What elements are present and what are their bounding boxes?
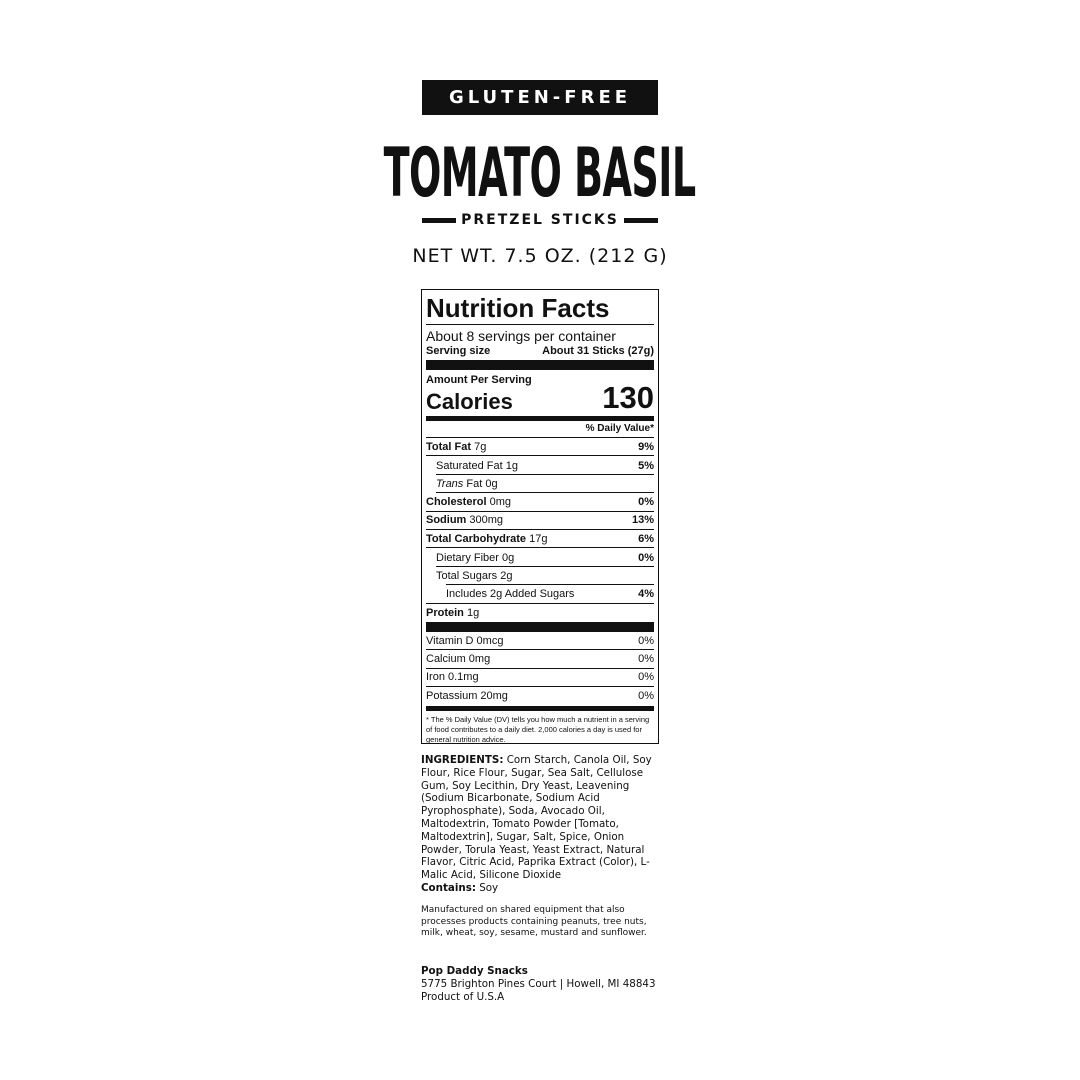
nutrient-label: [426, 460, 518, 472]
nutrient-row-total-sugars: [426, 567, 654, 585]
allergen-contains: [421, 882, 661, 894]
company-name: Pop Daddy Snacks: [421, 965, 528, 977]
amount-per-serving: Amount Per Serving: [426, 374, 532, 386]
nutrient-amount: 1g: [466, 606, 480, 619]
vitamin-pct: 0%: [638, 652, 654, 665]
nutrient-name: Protein: [426, 606, 464, 619]
calories-value: 130: [602, 380, 654, 415]
nutrient-amount: 17g: [529, 532, 548, 545]
ingredients: [421, 754, 661, 882]
vitamin-row: [426, 669, 654, 687]
vitamin-row: [426, 650, 654, 668]
contains-text: Soy: [475, 882, 499, 894]
nutrient-label: [426, 533, 547, 545]
nutrient-row-total-fat: [426, 438, 654, 456]
nutrient-name: Sodium: [426, 514, 467, 527]
nutrient-pct: 0%: [638, 495, 654, 508]
nutrient-pct: 13%: [631, 514, 654, 527]
subtitle-left-bar: [422, 218, 456, 223]
nutrient-pct: 0%: [638, 551, 654, 564]
vitamin-pct: 0%: [638, 690, 654, 703]
nutrient-label: [426, 478, 498, 490]
calories-label: Calories: [426, 389, 513, 414]
nutrient-label: [426, 607, 479, 619]
ingredients-text: Corn Starch, Canola Oil, Soy Flour, Rice Flour, Sugar, Sea Salt, Cellulose Gum, Soy Lecithin, Dry Yeast, Leavening (Sodium Bicarbonate, Sodium Acid Pyrophosphate), Soda, Avocado Oil, Maltodextrin, Tomato Powder [Tomato, Maltodextrin], Sugar, Salt, Spice, Onion Powder, Torula Yeast, Yeast Extract, Natural Flavor, Citric Acid, Paprika Extract (Color), L-Malic Acid, Silicone Dioxide: [421, 754, 652, 882]
nutrient-name: Includes 2g Added Sugars: [446, 587, 575, 600]
servings-per-container: About 8 servings per container: [426, 328, 616, 344]
thick-divider: [426, 622, 654, 632]
nutrient-row-cholesterol: [426, 493, 654, 511]
nutrient-label: [426, 588, 574, 600]
product-title-text: TOMATO BASIL: [384, 134, 697, 213]
serving-size-row: [426, 344, 654, 358]
vitamin-label: Vitamin D 0mcg: [426, 634, 504, 647]
product-origin: Product of U.S.A: [421, 990, 505, 1003]
nutrient-name: Total Sugars: [436, 569, 498, 582]
vitamin-row: [426, 632, 654, 650]
nutrient-name: Cholesterol: [426, 495, 487, 508]
contains-label: Contains:: [421, 882, 476, 894]
vitamin-label: Iron 0.1mg: [426, 671, 479, 684]
serving-size-value: About 31 Sticks (27g): [542, 345, 654, 357]
nutrient-row-trans-fat: [426, 475, 654, 493]
thick-divider: [426, 360, 654, 370]
nutrient-label: [426, 441, 486, 453]
vitamin-pct: 0%: [638, 671, 654, 684]
nutrient-amount: 7g: [474, 440, 487, 453]
nutrition-facts-panel: [421, 289, 659, 744]
nutrient-label: [426, 552, 514, 564]
medium-divider: [426, 706, 654, 711]
nutrient-amount: 1g: [505, 459, 518, 472]
vitamin-label: Potassium 20mg: [426, 690, 508, 703]
nutrient-pct: 4%: [638, 587, 654, 600]
vitamin-pct: 0%: [638, 634, 654, 647]
nutrient-amount: 300mg: [469, 514, 504, 527]
nutrient-pct: 5%: [638, 459, 654, 472]
nutrient-name: Dietary Fiber: [436, 551, 499, 564]
nutrient-amount: 0mg: [489, 495, 511, 508]
nutrient-row-total-carbohydrate: [426, 530, 654, 548]
trans-prefix: Trans: [436, 477, 464, 490]
company-address: 5775 Brighton Pines Court | Howell, MI 48843: [421, 977, 656, 990]
vitamin-row: [426, 687, 654, 705]
nutrient-name: Total Carbohydrate: [426, 532, 527, 545]
net-weight: NET WT. 7.5 OZ. (212 G): [412, 245, 668, 267]
vitamin-label: Calcium 0mg: [426, 652, 491, 665]
nutrient-row-protein: [426, 604, 654, 622]
gluten-free-badge: GLUTEN-FREE: [422, 80, 658, 115]
nutrient-label: [426, 496, 511, 508]
serving-size-label: Serving size: [426, 345, 491, 357]
nutrient-row-dietary-fiber: [426, 548, 654, 566]
manufacturing-note: Manufactured on shared equipment that also processes products containing peanuts, tree nuts, milk, wheat, soy, sesame, mustard and sunflower.: [421, 905, 647, 938]
nutrient-pct: 6%: [638, 532, 654, 545]
nutrient-name: Total Fat: [426, 440, 472, 453]
company-info: [421, 965, 681, 1003]
ingredients-label: INGREDIENTS:: [421, 754, 504, 766]
nutrient-name: Saturated Fat: [436, 459, 503, 472]
daily-value-footnote: * The % Daily Value (DV) tells you how much a nutrient in a serving of food contributes to a daily diet. 2,000 calories a day is used for general nutrition advice.: [426, 715, 650, 745]
product-title: [384, 132, 697, 216]
nutrition-facts-heading: Nutrition Facts: [426, 293, 610, 323]
subtitle-text: PRETZEL STICKS: [461, 212, 619, 228]
product-subtitle: [422, 210, 658, 230]
nutrient-amount: 0g: [502, 551, 515, 564]
subtitle-right-bar: [624, 218, 658, 223]
nutrient-name: Fat: [466, 477, 483, 490]
added-sugars-divider: [446, 584, 654, 585]
nutrient-row-saturated-fat: [426, 456, 654, 474]
nutrient-amount: 0g: [485, 477, 498, 490]
nutrient-pct: 9%: [638, 440, 654, 453]
divider: [426, 324, 654, 325]
nutrient-amount: 2g: [500, 569, 513, 582]
nutrient-label: [426, 514, 503, 526]
nutrient-row-added-sugars: [426, 585, 654, 603]
nutrient-label: [426, 570, 512, 582]
nutrient-row-sodium: [426, 512, 654, 530]
daily-value-header: % Daily Value*: [426, 421, 654, 438]
